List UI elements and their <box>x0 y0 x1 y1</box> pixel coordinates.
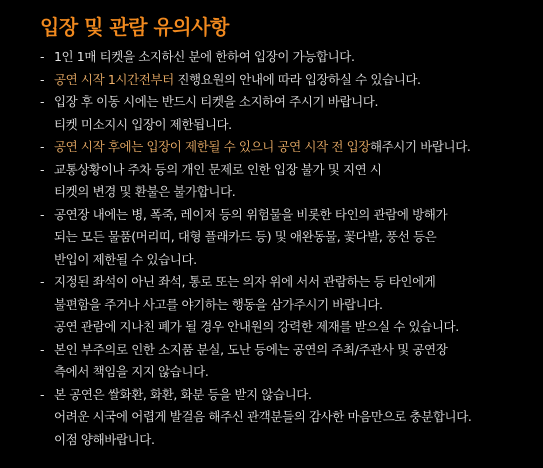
notice-item-continuation <box>40 249 523 272</box>
notice-text: 측에서 책임을 지지 않습니다. <box>54 364 209 379</box>
notice-title: 입장 및 관람 유의사항 <box>40 15 229 39</box>
highlight-text: 공연 시작 후에는 입장이 제한될 수 있으니 공연 시작 전 입장 <box>54 139 370 154</box>
notice-text: 공연장 내에는 병, 폭죽, 레이저 등의 위험물을 비롯한 타인의 관람에 방해가 <box>54 206 448 222</box>
notice-text: 되는 모든 물품(머리띠, 대형 플래카드 등) 및 애완동물, 꽃다발, 풍선 등은 <box>54 229 437 244</box>
notice-text: 입장 후 이동 시에는 반드시 티켓을 소지하여 주시기 바랍니다. <box>54 94 379 109</box>
notice-text: 교통상황이나 주차 등의 개인 문제로 인한 입장 불가 및 지연 시 <box>54 161 382 177</box>
notice-item-continuation <box>40 226 523 249</box>
notice-text: 1인 1매 티켓을 소지하신 분에 한하여 입장이 가능합니다. <box>54 49 355 64</box>
notice-item-continuation <box>40 114 523 137</box>
notice-item <box>40 339 523 362</box>
bullet-dash: - <box>40 161 45 177</box>
bullet-dash: - <box>40 139 45 154</box>
notice-list <box>40 46 523 451</box>
notice-text: 본 공연은 쌀화환, 화환, 화분 등을 받지 않습니다. <box>54 386 312 402</box>
bullet-dash: - <box>40 206 45 222</box>
notice-item <box>40 91 523 114</box>
bullet-dash: - <box>40 341 45 357</box>
notice-text: 어려운 시국에 어렵게 발걸음 해주신 관객분들의 감사한 마음만으로 충분합니다. <box>54 409 472 424</box>
notice-text: 본인 부주의로 인한 소지품 분실, 도난 등에는 공연의 주최/주관사 및 공연장 <box>54 341 448 357</box>
notice-text: 공연 관람에 지나친 폐가 될 경우 안내원의 강력한 제재를 받으실 수 있습니다. <box>54 319 459 334</box>
notice-item <box>40 384 523 407</box>
notice-item-continuation <box>40 406 523 429</box>
notice-text: 티켓의 변경 및 환불은 불가합니다. <box>54 184 236 199</box>
notice-text: 해주시기 바랍니다. <box>369 139 471 154</box>
notice-text: 반입이 제한될 수 있습니다. <box>54 251 197 267</box>
notice-item-continuation <box>40 294 523 317</box>
highlight-text: 공연 시작 1시간전부터 <box>54 71 174 87</box>
notice-item <box>40 46 523 69</box>
notice-text: 이점 양해바랍니다. <box>54 431 155 447</box>
notice-text: 진행요원의 안내에 따라 입장하실 수 있습니다. <box>173 71 421 87</box>
notice-text: 지정된 좌석이 아닌 좌석, 통로 또는 의자 위에 서서 관람하는 등 타인에게 <box>54 274 436 289</box>
bullet-dash: - <box>40 49 45 64</box>
notice-item-continuation <box>40 181 523 204</box>
notice-item <box>40 136 523 159</box>
notice-item-continuation <box>40 316 523 339</box>
bullet-dash: - <box>40 386 45 402</box>
bullet-dash: - <box>40 71 45 87</box>
bullet-dash: - <box>40 94 45 109</box>
notice-item <box>40 159 523 182</box>
notice-text: 불편함을 주거나 사고를 야기하는 행동을 삼가주시기 바랍니다. <box>54 296 383 312</box>
notice-item-continuation <box>40 429 523 452</box>
notice-item <box>40 204 523 227</box>
notice-item-continuation <box>40 361 523 384</box>
bullet-dash: - <box>40 274 45 289</box>
notice-item <box>40 69 523 92</box>
notice-text: 티켓 미소지시 입장이 제한됩니다. <box>54 116 232 132</box>
notice-item <box>40 271 523 294</box>
